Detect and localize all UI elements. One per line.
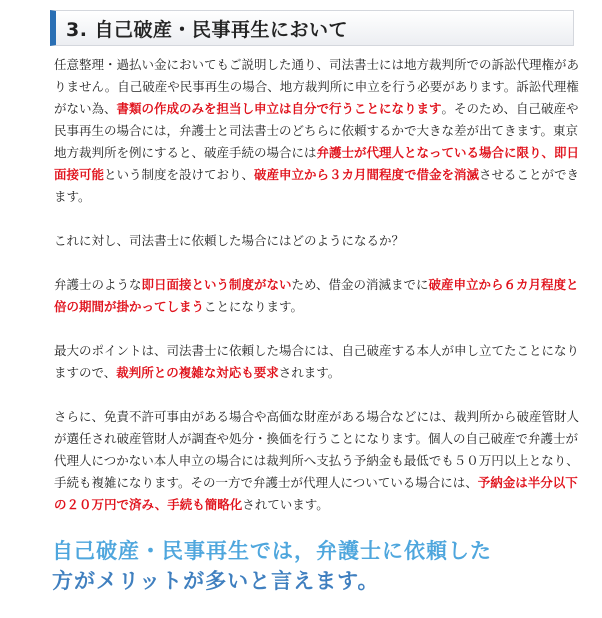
- conclusion-callout: [52, 536, 582, 596]
- emphasis-text: 破産申立から３カ月間程度で借金を消滅: [254, 167, 480, 182]
- emphasis-text: 裁判所との複雑な対応も要求: [116, 365, 279, 380]
- paragraph: [54, 230, 584, 252]
- body-text: さらに、免責不許可事由がある場合や高価な財産がある場合などには、裁判所から破産管財人が選任され破産管財人が調査や処分・換価を行うことになります。個人の自己破産で弁護士が代理人につかない本人申立の場合には裁判所へ支払う予納金も最低でも５０万円以上となり、手続も複雑になります。その一方で弁護士が代理人についている場合には、: [54, 409, 580, 490]
- body-text: ため、借金の消滅までに: [291, 277, 429, 292]
- conclusion-line-1: 自己破産・民事再生では，弁護士に依頼した: [52, 539, 492, 563]
- body-text: 最大のポイントは、司法書士に依頼した場合には、自己破産する本人が申し立てたことになりますので、: [54, 343, 580, 380]
- section-title: 3. 自己破産・民事再生において: [66, 18, 349, 41]
- body-text: させることができます。: [54, 167, 580, 204]
- paragraph: [54, 340, 584, 384]
- body-text: されています。: [242, 497, 329, 512]
- body-text: という制度を設けており、: [104, 167, 255, 182]
- paragraph: [54, 274, 584, 318]
- emphasis-text: 即日面接という制度がない: [141, 277, 292, 292]
- paragraph: [54, 54, 584, 208]
- paragraph: [54, 406, 584, 516]
- emphasis-text: 弁護士が代理人となっている場合に限り、即日面接可能: [54, 145, 580, 182]
- body-text: されます。: [278, 365, 341, 380]
- body-text: 弁護士のような: [54, 277, 142, 292]
- body-text: これに対し、司法書士に依頼した場合にはどのようになるか？: [54, 233, 405, 248]
- emphasis-text: 破産申立から６カ月程度と倍の期間が掛かってしまう: [54, 277, 579, 314]
- section-heading: [50, 10, 574, 46]
- body-text: 任意整理・過払い金においてもご説明した通り、司法書士には地方裁判所での訴訟代理権がありません。自己破産や民事再生の場合、地方裁判所に申立を行う必要があります。訴訟代理権がない為、: [54, 57, 580, 116]
- emphasis-text: 予納金は半分以下の２０万円で済み、手続も簡略化: [54, 475, 578, 512]
- body-text: ことになります。: [204, 299, 304, 314]
- article-body: [54, 54, 584, 516]
- conclusion-line-2: 方がメリットが多いと言えます。: [52, 569, 380, 593]
- emphasis-text: 書類の作成のみを担当し申立は自分で行うことになります: [116, 101, 442, 116]
- body-text: 。そのため、自己破産や民事再生の場合には，弁護士と司法書士のどちらに依頼するかで大きな差が出てきます。東京地方裁判所を例にすると、破産手続の場合には: [54, 101, 579, 160]
